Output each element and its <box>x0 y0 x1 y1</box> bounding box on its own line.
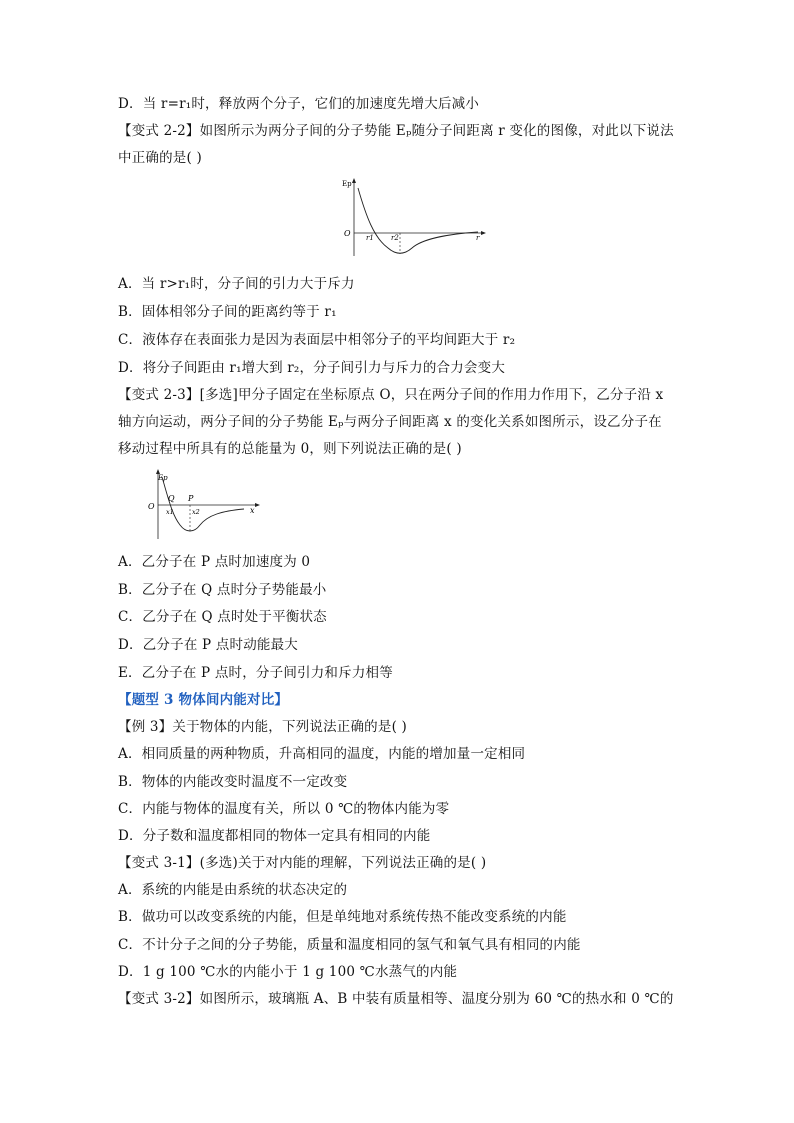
option-b-ex3: B．物体的内能改变时温度不一定改变 <box>118 774 348 790</box>
option-c-2-3: C．乙分子在 Q 点时处于平衡状态 <box>118 609 327 625</box>
option-a-3-1: A．系统的内能是由系统的状态决定的 <box>118 882 348 898</box>
option-c-ex3: C．内能与物体的温度有关，所以 0 ℃的物体内能为零 <box>118 801 450 817</box>
fig2-x2-label: x2 <box>192 508 200 516</box>
fig2-xaxis-label: x <box>250 506 255 515</box>
option-d-2-3: D．乙分子在 P 点时动能最大 <box>118 637 298 653</box>
fig2-x1-label: x1 <box>166 508 174 516</box>
question-3-1-stem: 【变式 3-1】(多选)关于对内能的理解，下列说法正确的是( ) <box>118 855 487 871</box>
option-d-ex3: D．分子数和温度都相同的物体一定具有相同的内能 <box>118 828 431 844</box>
fig2-ylabel: Ep <box>158 474 168 482</box>
question-3-2-stem: 【变式 3-2】如图所示，玻璃瓶 A、B 中装有质量相等、温度分别为 60 ℃的热水和 0 ℃的 <box>118 991 674 1007</box>
fig2-p-label: P <box>188 494 194 503</box>
question-2-3-stem-cont: 轴方向运动，两分子间的分子势能 Eₚ与两分子间距离 x 的变化关系如图所示，设乙分子在 <box>118 414 662 430</box>
option-d-2-2: D．将分子间距由 r₁增大到 r₂，分子间引力与斥力的合力会变大 <box>118 360 506 376</box>
option-b-2-2: B．固体相邻分子间的距离约等于 r₁ <box>118 304 337 320</box>
section-heading-type-3: 【题型 3 物体间内能对比】 <box>118 692 289 708</box>
example-3-stem: 【例 3】关于物体的内能，下列说法正确的是( ) <box>118 719 408 735</box>
fig1-ylabel: Ep <box>342 180 352 188</box>
option-e-2-3: E．乙分子在 P 点时，分子间引力和斥力相等 <box>118 665 393 681</box>
fig2-q-label: Q <box>168 494 175 503</box>
fig2-origin: O <box>148 502 155 511</box>
option-c-3-1: C．不计分子之间的分子势能，质量和温度相同的氢气和氧气具有相同的内能 <box>118 937 581 953</box>
fig1-origin: O <box>344 229 351 238</box>
fig1-r2-label: r2 <box>391 234 399 242</box>
option-d-3-1: D．1 g 100 ℃水的内能小于 1 g 100 ℃水蒸气的内能 <box>118 964 458 980</box>
option-b-3-1: B．做功可以改变系统的内能，但是单纯地对系统传热不能改变系统的内能 <box>118 909 567 925</box>
option-a-2-2: A．当 r>r₁时，分子间的引力大于斥力 <box>118 276 355 292</box>
fig1-r1-label: r1 <box>366 234 374 242</box>
question-2-2-stem: 【变式 2-2】如图所示为两分子间的分子势能 Eₚ随分子间距离 r 变化的图像，对此以下说法 <box>118 123 674 139</box>
question-2-2-stem-cont: 中正确的是( ) <box>118 150 202 166</box>
question-2-3-stem: 【变式 2-3】[多选]甲分子固定在坐标原点 O，只在两分子间的作用力作用下，乙分子沿 x <box>118 387 664 403</box>
option-a-2-3: A．乙分子在 P 点时加速度为 0 <box>118 554 311 570</box>
potential-energy-graph-1 <box>338 176 488 260</box>
option-b-2-3: B．乙分子在 Q 点时分子势能最小 <box>118 582 327 598</box>
option-c-2-2: C．液体存在表面张力是因为表面层中相邻分子的平均间距大于 r₂ <box>118 332 516 348</box>
option-a-ex3: A．相同质量的两种物质，升高相同的温度，内能的增加量一定相同 <box>118 746 526 762</box>
question-2-3-stem-cont2: 移动过程中所具有的总能量为 0，则下列说法正确的是( ) <box>118 441 462 457</box>
potential-energy-graph-2 <box>144 467 262 543</box>
option-d-2-1: D．当 r=r₁时，释放两个分子，它们的加速度先增大后减小 <box>118 96 480 112</box>
fig1-xaxis-label: r <box>476 234 480 242</box>
